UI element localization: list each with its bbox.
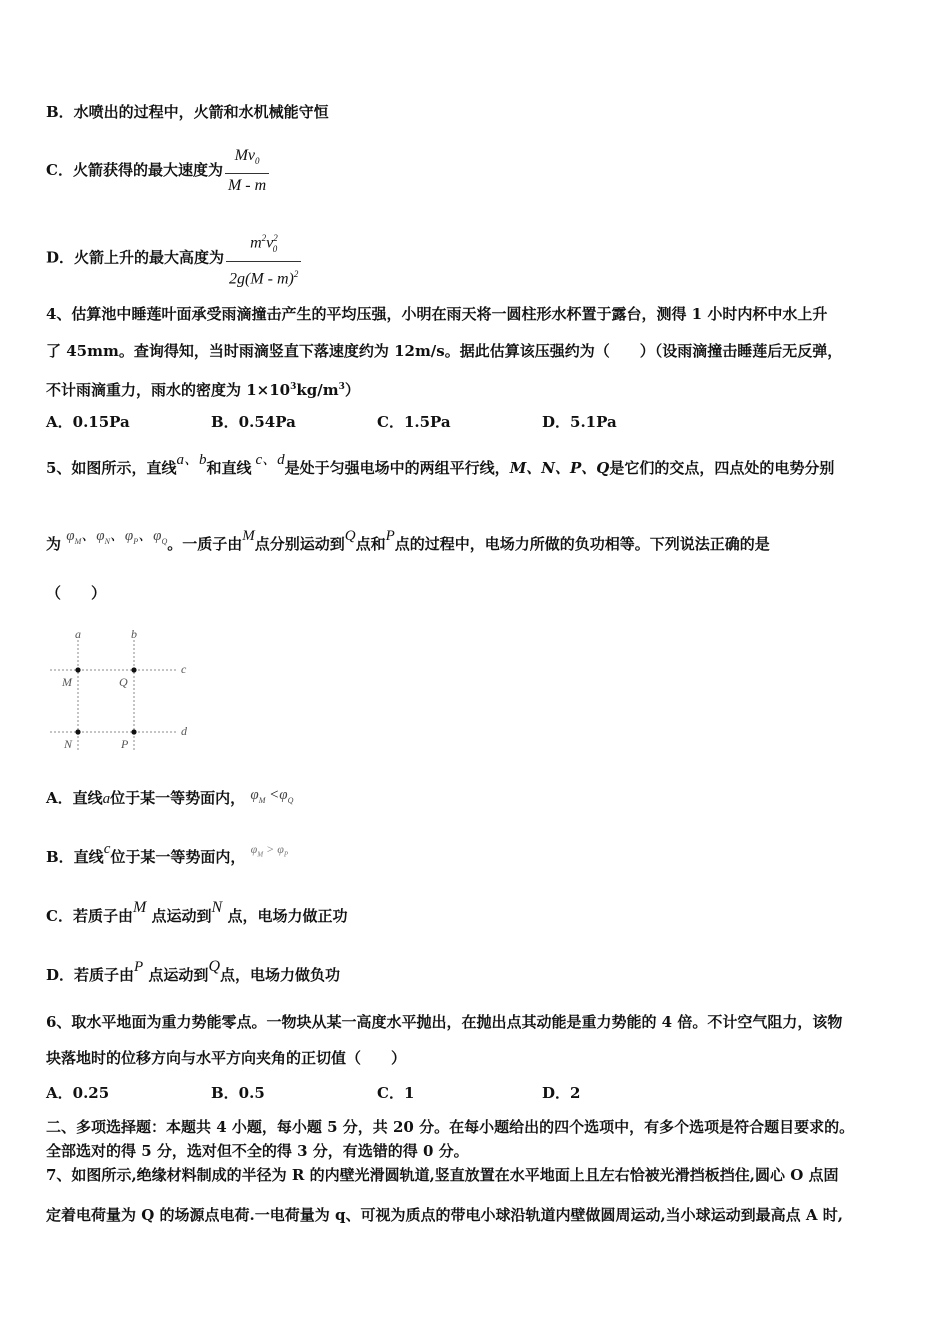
q4-option-c: C．1.5Pa [377,413,451,431]
q7-line-1: 7、如图所示,绝缘材料制成的半径为 R 的内壁光滑圆轨道,竖直放置在水平地面上且左右恰被光滑挡板挡住,圆心 O 点固 [46,1166,839,1184]
q6-option-b: B．0.5 [211,1084,265,1102]
label-c: c [181,662,187,676]
q4-line-1: 4、估算池中睡莲叶面承受雨滴撞击产生的平均压强，小明在雨天将一圆柱形水杯置于露台，测得 1 小时内杯中水上升 [46,305,828,323]
q6-line-1: 6、取水平地面为重力势能零点。一物块从某一高度水平抛出，在抛出点其动能是重力势能的 4 倍。不计空气阻力，该物 [46,1013,843,1031]
point-q [131,667,136,672]
q3-option-b: B．水喷出的过程中，火箭和水机械能守恒 [46,103,329,121]
point-m [75,667,80,672]
label-n: N [64,737,73,751]
q4-line-3: 不计雨滴重力，雨水的密度为 $1\times 10^3kg/m^3$） [46,381,360,399]
q6-option-c: C．1 [377,1084,415,1102]
q4-option-d: D．5.1Pa [542,413,617,431]
q6-line-2: 块落地时的位移方向与水平方向夹角的正切值（ ） [46,1049,407,1067]
label-b: b [131,627,137,641]
label-q: Q [119,675,128,689]
q4-option-b: B．0.54Pa [211,413,296,431]
label-p: P [121,737,129,751]
label-m: M [62,675,72,689]
q3-option-c [46,146,269,196]
q7-line-2: 定着电荷量为 Q 的场源点电荷.一电荷量为 q、可视为质点的带电小球沿轨道内壁做圆周运动,当小球运动到最高点 A 时, [46,1206,843,1224]
label-a: a [75,627,81,641]
q3-option-c-fraction: $\frac{Mv_0}{M - m}$ [225,146,269,196]
q3-option-d-text: D．火箭上升的最大高度为 [46,248,225,267]
q5-line-2: 为 $\varphi_M$、$\varphi_N$、$\varphi_P$、$\varphi_Q$。一质子由M点分别运动到Q点和P点的过程中，电场力所做的负功相等。下列说法正确的是 [46,528,770,553]
q5-option-d: D．若质子由P 点运动到Q点，电场力做负功 [46,958,341,984]
q4-line-2: 了 45mm。查询得知，当时雨滴竖直下落速度约为 12m/s。据此估算该压强约为（ ）（设雨滴撞击睡莲后无反弹， [46,342,843,360]
q6-option-d: D．2 [542,1084,581,1102]
q4-option-a: A．0.15Pa [46,413,130,431]
q5-line-1: 5、如图所示，直线a、b和直线 c、d是处于匀强电场中的两组平行线，M、N、P、Q是它们的交点，四点处的电势分别 [46,452,835,477]
section-2-line-2: 全部选对的得 5 分，选对但不全的得 3 分，有选错的得 0 分。 [46,1142,469,1160]
point-n [75,729,80,734]
q5-option-b: B．直线c位于某一等势面内， $^{\varphi_M > \varphi_P}$ [46,841,289,866]
section-2-line-1: 二、多项选择题：本题共 4 小题，每小题 5 分，共 20 分。在每小题给出的四个选项中，有多个选项是符合题目要求的。 [46,1118,855,1136]
point-p [131,729,136,734]
q5-grid-figure [44,626,204,756]
q5-line-3: （ ） [46,584,107,602]
q3-option-d-fraction: $\frac{m^2v^2_0}{2g(M - m)^2}$ [226,228,301,289]
label-d: d [181,724,187,738]
q6-option-a: A．0.25 [46,1084,110,1102]
q3-option-d [46,228,301,289]
q5-option-a: A．直线a位于某一等势面内， $\varphi_M <\varphi_Q$ [46,787,294,807]
q5-option-c: C．若质子由M 点运动到N 点，电场力做正功 [46,899,348,925]
q3-option-c-text: C．火箭获得的最大速度为 [46,161,223,180]
